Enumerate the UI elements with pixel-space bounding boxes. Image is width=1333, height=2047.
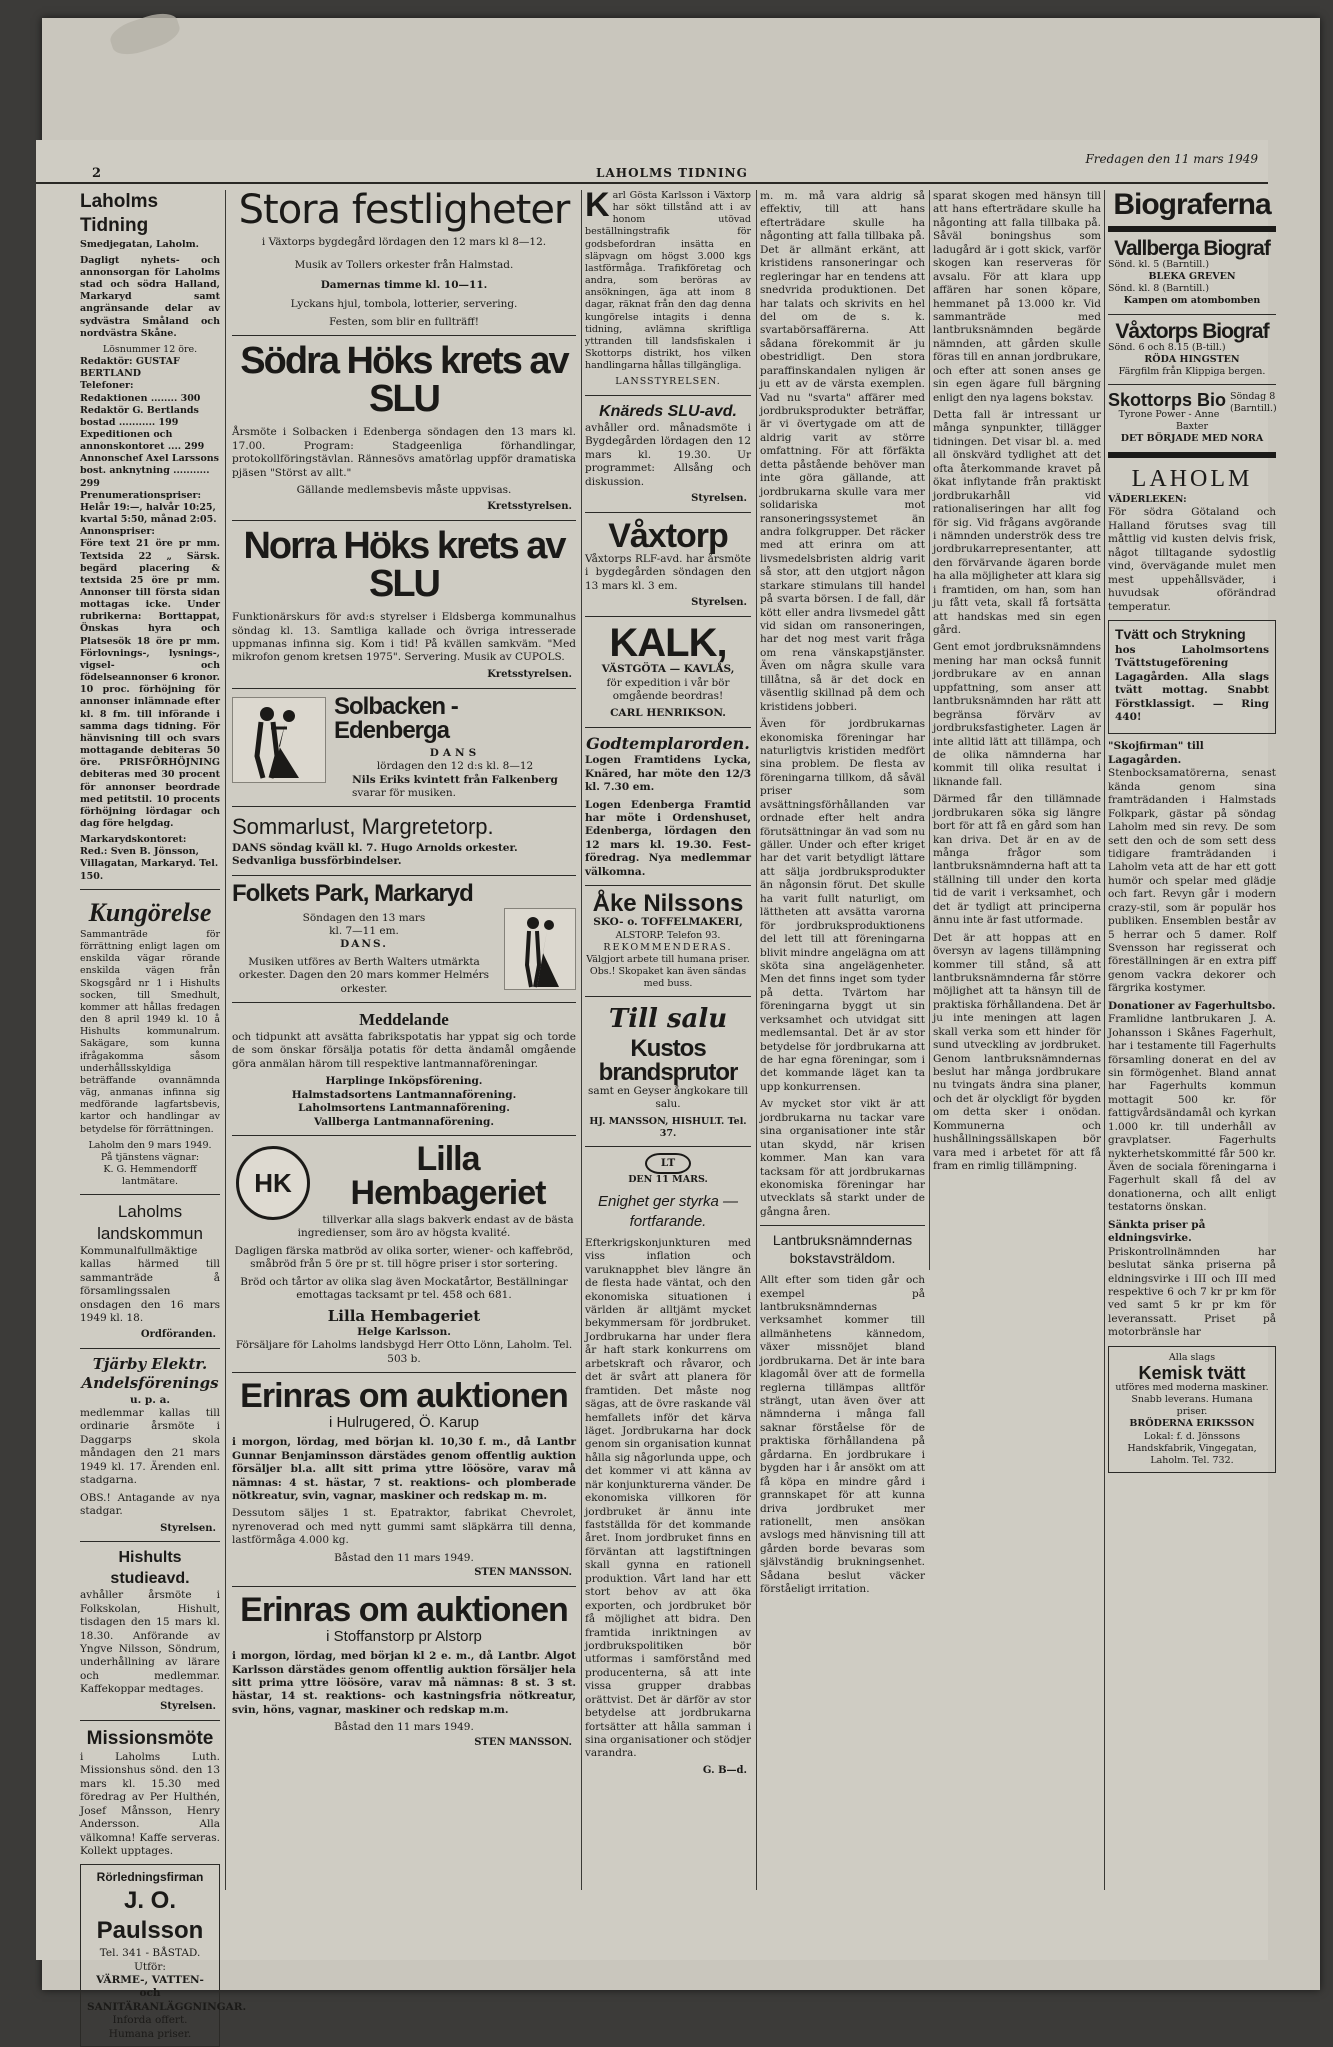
festligheter-line: Lyckans hjul, tombola, lotterier, servering.	[290, 298, 518, 311]
phones-heading: Telefoner:	[80, 380, 134, 392]
vaxtorp-signature: Styrelsen.	[691, 597, 747, 609]
editor-line: Redaktör: GUSTAF BERTLAND	[80, 356, 180, 380]
tvatt-text: hos Laholmsortens Tvättstugeförening Lagagården. Alla slags tvätt mottag. Snabbt Förstklassigt. — Ring 440!	[1115, 643, 1269, 724]
vaxtorps-bio-line: Sönd. 6 och 8.15 (B-till.)	[1108, 341, 1226, 353]
brandsprutor-title: Kustos brandsprutor	[598, 1034, 738, 1086]
weather-heading: VÄDERLEKEN:	[1108, 494, 1187, 506]
kungorelse-role: lantmätare.	[122, 1176, 178, 1188]
priser-text: Priskontrollnämnden har beslutat sänka priserna på eldningsvirke i III och III med respektive 6 och 7 kr pr km för ved samt 5 kr pr km för leveranssatt. Priset på motorbränsle har	[1108, 1245, 1276, 1339]
sodra-hoks-text: Årsmöte i Solbacken i Edenberga söndagen den 13 mars kl. 17.00. Program: Stadgeenliga förhandlingar, protokollföringstävlan. Rännesövs amatörlag uppför dramatiska pjäsen "Störst av allt."	[232, 426, 576, 479]
vaxtorps-bio-line: Färgfilm från Klippiga bergen.	[1118, 365, 1266, 377]
hembageriet-sales: Försäljare för Laholms landsbygd Herr Otto Lönn, Laholm. Tel. 503 b.	[235, 1339, 573, 1365]
skojfirman-text: Stenbocksamatörerna, senast kända genom sina framträdanden i Halmstads Folkpark, gästar på söndag Laholm med sin revy. De som sett den och de som sett dess tidigare framträdanden i Laholm veta att de har ett gott humör och spelar med glädje och fart. Revyn går i modern crazy-stil, som är populär hos publiken. Ensemblen består av 5 herrar och 5 damer. Rolf Svensson har regisserat och föreställningen är en extra piff genom vackra dekorer och färgrika kostymer.	[1108, 767, 1276, 995]
festligheter-line: Musik av Tollers orkester från Halmstad.	[294, 259, 514, 272]
column-2	[232, 187, 576, 1930]
hembageriet-owner: Helge Karlsson.	[357, 1325, 451, 1338]
lantbruks-text: Allt efter som tiden går och exempel på lantbruksnämndernas verksamhet kommer till allmänhetens kännedom, växer missnöjet bland jordbrukarna. Det är inte bara klagomål över att de formella reglerna tillämpas alltför strängt, utan även över att nämnderna i många fall saknar förståelse för de praktiska förhållandena på gårdarna. En jordbrukare i bygden har i år ansökt om att få köpa en mindre gård i grannskapet för att kunna driva jordbruket mer rationellt, men ansökan avslogs med hänvisning till att gården borde bevaras som självständig brukningsenhet. Sådana beslut väcker förståeligt irritation.	[760, 1274, 925, 1596]
auktion-2-text: i morgon, lördag, med början kl 2 e. m., då Lantbr. Algot Karlsson därstädes genom offentlig auktion försäljer hela sitt prima yttre löösöre, varav må nämnas: 8 st. 3 st. hästar, 14 st. reaktions- och kastningsfria nötkreatur, svin, höns, vagnar, maskiner och redskap m.m.	[232, 1650, 576, 1716]
tvatt-ad	[1108, 620, 1276, 735]
auktion-2-title: Erinras om auktionen	[240, 1590, 568, 1629]
solbacken-band: Nils Eriks kvintett från Falkenberg	[352, 773, 558, 786]
landskommun-signature: Ordföranden.	[140, 1329, 216, 1341]
landskommun-title: Laholms	[117, 1202, 183, 1222]
auktion-1-text: i morgon, lördag, med början kl. 10,30 f. m., då Lantbr Gunnar Benjaminsson därstädes genom offentlig auktion försäljer bl.a. allt sitt prima yttre löösöre, varav må nämnas: 4 st. hästar, 7 st. reaktions- och plomberade nötkreatur, svin, vagnar, maskiner och redskap m. m.	[232, 1436, 576, 1502]
meddelande-text: och tidpunkt att avsätta fabrikspotatis har yppat sig och torde de som önskar försälja potatis för detta ändamål omgående göra anmälan härom till respektive lantmannaföreningar.	[232, 1030, 576, 1070]
column-4	[760, 190, 925, 1930]
kemisk-tvatt-text: Snabb leverans. Humana priser.	[1131, 1394, 1253, 1418]
phone-line: Expeditionen och annonskontoret .... 299	[80, 428, 205, 453]
kungorelse-text: Sammanträde för förrättning enligt lagen om enskilda vägar rörande enskilda vägen från Skogsgård nr 1 i Hishults socken, till Smedhult, kommer att hållas fredagen den 8 april 1949 kl. 10 å Hishults kommunalrum. Sakägare, som kunna ifrågakomma såsom underhållsskyldiga beträffande ovannämnda väg, anmanas infinna sig medförande lagfartsbevis, kartor och handlingar av betydelse för förrättningen.	[80, 929, 220, 1135]
vallberga-film: Kampen om atombomben	[1123, 295, 1261, 307]
kemisk-tvatt-address: Lokal: f. d. Jönssons Handskfabrik, Vingegatan, Laholm. Tel. 732.	[1127, 1430, 1257, 1466]
rorledning-ad	[80, 1864, 247, 2047]
vaxtorp-text: Våxtorps RLF-avd. har årsmöte i bygdegården söndagen den 13 mars kl. 3 em.	[585, 552, 751, 592]
subs-heading: Prenumerationspriser:	[80, 489, 202, 501]
vallberga-line: Sönd. kl. 5 (Barntill.)	[1108, 259, 1210, 270]
paper-address: Smedjegatan, Laholm.	[80, 238, 199, 250]
priser-title: Sänkta priser på eldningsvirke.	[1108, 1218, 1206, 1245]
column-rule	[225, 190, 226, 1890]
auktion-2-date: Båstad den 11 mars 1949.	[334, 1721, 474, 1734]
meddelande-sender: Halmstadsortens Lantmannaförening.	[291, 1088, 517, 1101]
phone-line: Redaktionen ........ 300	[80, 392, 201, 404]
kemisk-tvatt-ad	[1108, 1346, 1276, 1473]
lantbruks-title: Lantbruksnämndernas bokstavsträldom.	[772, 1232, 913, 1267]
divider-bar	[1108, 452, 1276, 458]
laholm-title: LAHOLM	[1131, 465, 1253, 492]
festligheter-title: Stora festligheter	[238, 187, 570, 233]
norra-hoks-text: Funktionärskurs för avd:s styrelser i Eldsberga kommunalhus söndag kl. 13. Samtliga kallade och övriga intresserade uppmanas infinna sig. Kom i tid! På kvällen samkväm. "Med mikrofon genom kretsen 1975". Servering. Musik av CUPOLS.	[232, 611, 576, 664]
skottorps-bio-title: Skottorps Bio	[1108, 390, 1227, 411]
tjarby-title: Andelsförenings	[81, 1374, 219, 1393]
hembageriet-title: Lilla Hembageriet	[350, 1139, 546, 1212]
lansstyrelsen-text: arl Gösta Karlsson i Växtorp har sökt tillstånd att i av honom utövad beställningstrafik för godsbefordran insätta en släpvagn om högst 3.000 kgs lastförmåga. Trafikföretag och andra, som beröras av ansökningen, äga att inom 8 dagar, räknat från den dag denna kungörelse intagits i denna tidning, avlämna skriftliga yttranden till landsfiskalen i Skottorps distrikt, hos vilken handlingarna hållas tillgängliga.	[585, 190, 751, 372]
solbacken-resp: svarar för musiken.	[352, 787, 456, 800]
ads-heading: Annonspriser:	[80, 526, 155, 538]
rorledning-name: J. O. Paulsson	[96, 1886, 204, 1945]
article-text: Även för jordbrukarnas ekonomiska föreningar har naturligtvis kristiden medfört sina problem. De flesta av föreningarna tillkom, då såväl priser som avsättningsförhållanden var ordnade efter helt andra förutsättningar än vad som nu gäller. Under och efter kriget har det varit betydligt lättare att sälja jordbruksprodukter än någonsin förut. Det skulle ha varit fullt naturligt, om lättheten att avsätta varorna för jordbruksproduktionens del lett till att föreningarna blivit mindre angelägna om att sköta sina angelägenheter. Men det finns inget som tyder på detta. Tvärtom har föreningarna byggt ut sin verksamhet och utvidgat sitt medlemsantal. Det är av stor betydelse för jordbrukarna att de har egna föreningar, som i det kommande läget kan ta upp konkurrensen.	[760, 718, 925, 1093]
rorledning-prices: Humana priser.	[108, 2027, 192, 2040]
knared-text: avhåller ord. månadsmöte i Bygdegården lördagen den 12 mars kl. 19.30. Ur programmet: Allsång och diskussion.	[585, 421, 751, 488]
festligheter-line: Damernas timme kl. 10—11.	[320, 278, 488, 291]
dancing-couple-illustration	[232, 697, 326, 783]
rorledning-title: Rörledningsfirman	[96, 1870, 204, 1885]
meddelande-sender: Harplinge Inköpsförening.	[325, 1075, 483, 1088]
norra-hoks-title: Norra Höks krets av SLU	[243, 525, 565, 606]
auktion-1-date: Båstad den 11 mars 1949.	[334, 1551, 474, 1564]
solbacken-title: Solbacken - Edenberga	[334, 692, 458, 744]
mission-text: i Laholms Luth. Missionshus sönd. den 13 mars kl. 15.30 med föredrag av Per Hulthén, Josef Månsson, Henry Andersson. Alla välkomna! Kaffe serveras. Kollekt upptages.	[80, 1750, 220, 1857]
phone-line: Annonschef Axel Larssons bost. anknytning ........... 299	[80, 453, 220, 489]
solbacken-dans: DANS	[429, 746, 481, 759]
lt-logo-box	[585, 1153, 751, 1174]
godtemplar-title: Godtemplarorden.	[586, 733, 750, 753]
knared-title: Knäreds SLU-avd.	[599, 402, 737, 420]
hembageriet-text: tillverkar alla slags bakverk endast av de bästa ingredienser, som äro av högsta kvalité.	[297, 1213, 574, 1240]
folkets-park-music: Musiken utföres av Berth Walters utmärkta orkester. Dagen den 20 mars kommer Helmérs orkester.	[238, 955, 490, 995]
vallberga-title: Vallberga Biograf	[1114, 237, 1270, 260]
skottorps-bio-film: DET BÖRJADE MED NORA	[1120, 433, 1264, 445]
solbacken-when: lördagen den 12 d:s kl. 8—12	[376, 760, 534, 773]
dancing-couple-illustration	[504, 908, 576, 990]
biograferna-title: Biograferna	[1113, 188, 1271, 221]
kungorelse-signature: K. G. Hemmendorff	[103, 1163, 197, 1175]
landskommun-text: Kommunalfullmäktige kallas härmed till sammanträde å församlingssalen onsdagen den 16 mars 1949 kl. 18.	[80, 1244, 220, 1324]
hk-logo: HK	[236, 1146, 310, 1220]
vallberga-film: BLEKA GREVEN	[1148, 271, 1236, 283]
meddelande-sender: Vallberga Lantmannaförening.	[314, 1115, 494, 1128]
column-3	[585, 186, 751, 1930]
hembageriet-ad	[232, 1139, 576, 1241]
hembageriet-text: Dagligen färska matbröd av olika sorter, wiener- och kaffebröd, småbröd från 5 öre pr st. till högre priser i stor sortering.	[234, 1244, 574, 1271]
enighet-signature: G. B—d.	[702, 1764, 747, 1776]
sommarlust-text: DANS söndag kväll kl. 7. Hugo Arnolds orkester. Sedvanliga bussförbindelser.	[232, 841, 518, 868]
article-text: Detta fall är intressant ur många synpunkter, tillägger tidningen. Det visar bl. a. med all önskvärd tydlighet att det ofta återkommande kravet på ökat inflytande från praktiskt jordbrukarhåll vid rationaliseringen har allt fog för sig. Vid frågans avgörande i nämnden underströk dess tre jordbrukarrepresentanter, att den förvärvande ägaren borde ha alla möjligheter att klara sig i framtiden, om han, som han ju fått veta, skall få fortsätta att handskas med sin egen gård.	[933, 409, 1101, 636]
article-text: Därmed får den tillämnade jordbrukaren söka sig längre bort för att få en gård som han kan driva. Det är en av de många frågor som lantbruksnämnderna haft att ta ställning till under den korta tid de varit i verksamhet, och det är tydligt att principerna ännu inte är fast utformade.	[933, 793, 1101, 927]
landskommun-title: landskommun	[97, 1224, 203, 1244]
kemisk-tvatt-all: Alla slags	[1168, 1351, 1216, 1363]
rorledning-work: VÄRME-, VATTEN- och SANITÄRANLÄGGNINGAR.	[87, 1974, 247, 2013]
sodra-hoks-title: Södra Höks krets av SLU	[240, 340, 568, 421]
mission-title: Missionsmöte	[86, 1727, 214, 1749]
article-text: Av mycket stor vikt är att jordbrukarna nu tackar vare sina organisationer inte står utan skydd, när krisen kommer. Man kan vara tacksam för att jordbrukarnas ekonomiska föreningar har utvecklats så starkt under de gångna åren.	[760, 1098, 925, 1218]
folkets-park-ad	[232, 879, 576, 997]
page-number: 2	[92, 166, 102, 181]
till-salu-title: Till salu	[608, 1004, 728, 1035]
ake-nilssons-title: Åke Nilssons	[592, 890, 744, 918]
donationer-title: Donationer av Fagerhultsbo.	[1108, 999, 1276, 1012]
kalk-signature: CARL HENRIKSON.	[610, 707, 726, 720]
column-rule	[929, 190, 930, 1270]
tjarby-title: Tjärby Elektr.	[92, 1355, 208, 1374]
article-text: Det är att hoppas att en översyn av lagens tillämpning kommer till stånd, så att lantbruksnämnderna får större möjlighet att ta hänsyn till de praktiska förhållandena. Det är ju inte meningen att lagen skall verka som ett hinder för sund utveckling av jordbruket. Genom lantbruksnämndernas beslut har många jordbrukare nu tvingats ändra sina planer, och det är olyckligt för bygden om detta sker i onödan. Kommunerna och hushållningssällskapen bör vara med i arbetet för att få fram en rimlig tillämpning.	[933, 931, 1101, 1173]
kungorelse-date: Laholm den 9 mars 1949.	[88, 1139, 212, 1151]
article-text: Gent emot jordbruksnämndens mening har man också funnit jordbrukare av en annan uppfattning, som anser att lantbruksnämnden har rätt att begränsa förvärv av jordbruksfastigheter. Lagen är inte alltid lätt att tillämpa, och de olika nämnderna har kommit till olika resultat i liknande fall.	[933, 641, 1101, 788]
hishult-title: Hishults studieavd.	[110, 1549, 190, 1587]
running-header	[36, 152, 1268, 184]
lt-date: DEN 11 MARS.	[628, 1174, 708, 1186]
article-text: m. m. må vara aldrig så effektiv, till att hans efterträdare skulle ha någonting att falla tillbaka på. Det är allmänt erkänt, att kristidens ransoneringar och regleringar har en tendens att snedvrida produktionen. Det har talats och skrivits en hel del om de s. k. svartabörsaffärerna. Att sådana förekommit är ju obestridligt. Den stora paraffinskandalen nyligen är ju ett av de värsta exemplen. Vad nu "svarta" affärer med jordbruksprodukter beträffar, är vi övertygade om att de aldrig varit av större omfattning. För att förfäkta detta påstående behöver man inte göra gällande, att jordbrukarna skulle vara mer solidariska mot ransoneringssystemet än andra folkgrupper. Det räcker med att erinra om att livsmedelsbristen aldrig varit så stor, att den utgjort någon starkare stimulans till handel på svarta börsen. I de fall, där kött eller andra livsmedel gått vid sidan om ransoneringen, har det nog mest varit fråga om rena vänskapstjänster. Även om några skulle vara tillåtna, så är det dock en väsentlig skillnad på dem och kristidens jobberi.	[760, 190, 925, 713]
tvatt-title: Tvätt och Strykning	[1115, 625, 1246, 642]
kalk-title: KALK,	[609, 621, 727, 666]
vaxtorp-title: Våxtorp	[608, 516, 728, 555]
article-text: sparat skogen med hänsyn till att hans efterträdare skulle ha någonting att falla tillbaka på. Såväl boningshus som ladugård är i gott skick, varför skogen kan reserveras för avsalu. För att klara upp affären har sonen köpare, hemmanet på 13.000 kr. Vid sammanträde med lantbruksnämnden begärde nämnden, att gården skulle föras till en annan jordbrukare, och efter att sonen anses ge sin egen ägare full bärgning enligt den nya lagens bokstav.	[933, 190, 1101, 404]
auktion-1-text: Dessutom säljes 1 st. Epatraktor, fabrikat Chevrolet, nyrenoverad och med nytt gummi samt släpkärra till denna, lastförmåga 4.000 kg.	[232, 1507, 576, 1547]
donationer-text: Framlidne lantbrukaren J. A. Johansson i Skånes Fagerhult, har i testamente till Fagerhults församling donerat en del av sin förmögenhet. Bland annat har Fagerhults kommun mottagit 500 kr. för fattigvårdsändamål och kyrkan 1.000 kr. till underhåll av gravplatser. Fagerhults nykterhetskommitté får 500 kr. Även de sociala föreningarna i Fagerhult skall få del av donationerna, och allt enligt testatorns önskan.	[1108, 1013, 1276, 1214]
hishult-text: avhåller årsmöte i Folkskolan, Hishult, tisdagen den 15 mars kl. 18.30. Anförande av Yngve Nilsson, Söndrum, underhållning av lärare och medlemmar. Kaffekoppar medtages.	[80, 1589, 220, 1696]
auktion-2-place: i Stoffanstorp pr Alstorp	[326, 1627, 482, 1645]
hembageriet-name: Lilla Hembageriet	[327, 1306, 481, 1325]
rorledning-does: Utför:	[134, 1960, 166, 1973]
festligheter-line: Festen, som blir en fullträff!	[329, 315, 479, 328]
brandsprutor-text: samt en Geyser ångkokare till salu.	[588, 1084, 748, 1111]
norra-hoks-signature: Kretsstyrelsen.	[487, 668, 572, 680]
folkets-park-title: Folkets Park, Markaryd	[232, 879, 473, 907]
vallberga-line: Sönd. kl. 8 (Barntill.)	[1108, 283, 1210, 295]
sommarlust-title: Sommarlust, Margretetorp.	[232, 814, 494, 840]
folkets-park-when: Söndagen den 13 mars	[302, 911, 426, 924]
rorledning-tel: Tel. 341 - BÅSTAD.	[99, 1947, 201, 1960]
skottorps-bio-cast: Tyrone Power - Anne Baxter	[1118, 409, 1220, 433]
meddelande-sender: Laholmsortens Lantmannaförening.	[298, 1102, 510, 1115]
enighet-text: Efterkrigskonjunkturen med viss inflation och varuknapphet blev längre än de flesta hade väntat, och den ekonomiska situationen i världen är alltjämt mycket bekymmersam för jordbruket. Jordbrukarna har under flera år haft stark konkurrens om arbetskraft och råvaror, och det är svårt att planera för framtiden. Det måste nog sägas, att de övre raskande väl hemfallets inför det kärva läget. Jordbrukarna har dock genom sin organisation kunnat hålla sig någorlunda uppe, och det kommer vi att känna av när konjunkturerna vänder. De ekonomiska villkoren för jordbruket är ännu inte fastställda för det kommande året. Inom jordbruket finns en förväntan att lagstiftningen skall gynna en rationell produktion. Vårt land har ett stort behov av att öka exporten, och jordbruket bör få möjlighet att bidra. Den framtida inriktningen av jordbrukspolitiken bör utformas i samförstånd med producenterna, så att inte vissa grupper drabbas orättvist. Det är därför av stor betydelse att jordbrukarna fortsätter att hålla samman i sina organisationer och stödjer varandra.	[585, 1236, 751, 1760]
kemisk-tvatt-title: Kemisk tvätt	[1138, 1362, 1246, 1383]
skojfirman-title: "Skojfirman" till Lagagården.	[1108, 740, 1204, 766]
kemisk-tvatt-name: BRÖDERNA ERIKSSON	[1129, 1418, 1255, 1430]
masthead: LAHOLMS TIDNING	[596, 166, 748, 180]
column-rule	[581, 190, 582, 1890]
solbacken-ad	[232, 692, 576, 801]
column-rule	[756, 190, 757, 1890]
folkets-park-time: kl. 7—11 em.	[329, 924, 399, 937]
skottorps-bio-when: Söndag 8 (Barntill.)	[1230, 391, 1277, 415]
column-5	[933, 190, 1101, 1930]
enighet-title: Enighet ger styrka — fortfarande.	[597, 1193, 739, 1230]
sodra-hoks-note: Gällande medlemsbevis måste uppvisas.	[296, 483, 512, 496]
lt-logo: LT	[645, 1153, 691, 1174]
tjarby-text: medlemmar kallas till ordinarie årsmöte i Daggarps skola måndagen den 21 mars 1949 kl. 17. Ärenden enl. stadgarna.	[80, 1407, 220, 1487]
festligheter-line: i Växtorps bygdegård lördagen den 12 mars kl 8—12.	[261, 236, 547, 248]
lansstyrelsen-signature: LANSSTYRELSEN.	[615, 376, 721, 388]
auktion-2-signature: STEN MANSSON.	[474, 1736, 572, 1748]
folkets-park-dans: DANS.	[340, 938, 388, 951]
ake-nilssons-sub: SKO- o. TOFFELMAKERI,	[593, 916, 743, 929]
knared-signature: Styrelsen.	[691, 493, 747, 505]
auktion-1-signature: STEN MANSSON.	[474, 1567, 572, 1579]
vaxtorps-bio-film: RÖDA HINGSTEN	[1144, 353, 1240, 365]
dropcap-k: K	[585, 186, 610, 224]
brandsprutor-signature: HJ. MANSSON, HISHULT. Tel. 37.	[589, 1115, 747, 1139]
paper-title: Laholms Tidning	[80, 191, 159, 237]
weather-text: För södra Götaland och Halland förutses svag till måttlig vid kusten delvis frisk, något tilltagande sydostlig vind, övervägande mulet men mest uppehållsväder, i huvudsak oförändrad temperatur.	[1108, 506, 1276, 613]
markaryd-text: Red.: Sven B. Jönsson, Villagatan, Markaryd. Tel. 150.	[80, 846, 219, 882]
paper-intro: Dagligt nyhets- och annonsorgan för Laholms stad och södra Halland, Markaryd samt angränsande delar av sydvästra Småland och nordvästra Skåne.	[80, 254, 220, 339]
tjarby-obs: OBS.! Antagande av nya stadgar.	[80, 1491, 220, 1518]
kalk-sub: VÄSTGÖTA — KAVLÅS,	[601, 663, 735, 676]
auktion-1-place: i Hulrugered, Ö. Karup	[328, 1414, 480, 1432]
godtemplar-text: Logen Framtidens Lycka, Knäred, har möte den 12/3 kl. 7.30 em.	[585, 754, 751, 794]
ads-text: Före text 21 öre pr mm. Textsida 22 „ Särsk. begärd placering & textsida 25 öre pr mm. Annonser till första sidan mottagas icke. Under rubrikerna: Borttappat, Önskas hyra och Platsesök 18 öre pr mm. Förlovnings-, lysnings-, vigsel- och födelseannonser 6 kronor. 10 proc. förhöjning för annonser inlämnade efter kl. 8 fm. till införande i samma dags tidning. För hänvisning till och svars mottagande debiteras 50 öre. PRISFÖRHÖJNING debiteras med 30 procent för annonser beordrade med petitstil. 10 procents förhöjning lördagar och dag före helgdag.	[80, 538, 220, 829]
column-6	[1108, 190, 1276, 1930]
divider-bar	[1108, 226, 1276, 232]
lansstyrelsen-notice	[585, 186, 751, 372]
loss-price: Lösnummer 12 öre.	[102, 343, 198, 355]
column-1	[80, 190, 247, 2040]
kungorelse-office: På tjänstens vägnar:	[100, 1151, 200, 1163]
column-rule	[1104, 190, 1105, 1890]
rorledning-offer: Inforda offert.	[112, 2014, 188, 2027]
issue-date: Fredagen den 11 mars 1949	[1085, 152, 1258, 166]
hishult-signature: Styrelsen.	[160, 1700, 216, 1712]
auktion-1-title: Erinras om auktionen	[240, 1377, 568, 1416]
ake-nilssons-rek: REKOMMENDERAS.	[603, 941, 733, 953]
kalk-text: för expedition i vår bör omgående beordras!	[606, 676, 730, 702]
godtemplar-text: Logen Edenberga Framtid har möte i Ordenshuset, Edenberga, lördagen den 12 mars kl. 19.30. Fest-föredrag. Nya medlemmar välkomna.	[585, 798, 751, 878]
ake-nilssons-text: Välgjort arbete till humana priser. Obs.! Skopaket kan även sändas med buss.	[586, 953, 750, 990]
sodra-hoks-signature: Kretsstyrelsen.	[487, 501, 572, 513]
subs-text: Helår 19:—, halvår 10:25, kvartal 5:50, månad 2:05.	[80, 501, 217, 526]
hembageriet-text: Bröd och tårtor av olika slag även Mockatårtor, Beställningar emottagas tacksamt pr tel. 458 och 681.	[240, 1275, 568, 1302]
tjarby-signature: Styrelsen.	[160, 1522, 216, 1534]
meddelande-title: Meddelande	[359, 1010, 449, 1030]
markaryd-heading: Markarydskontoret:	[80, 834, 187, 846]
vaxtorps-bio-title: Våxtorps Biograf	[1115, 319, 1269, 343]
kemisk-tvatt-text: utföres med moderna maskiner.	[1115, 1381, 1269, 1393]
ake-nilssons-place: ALSTORP. Telefon 93.	[615, 929, 721, 941]
phone-line: Redaktör G. Bertlands bostad ........... 199	[80, 404, 199, 428]
kungorelse-title: Kungörelse	[88, 897, 212, 927]
tjarby-sub: u. p. a.	[129, 1393, 171, 1406]
